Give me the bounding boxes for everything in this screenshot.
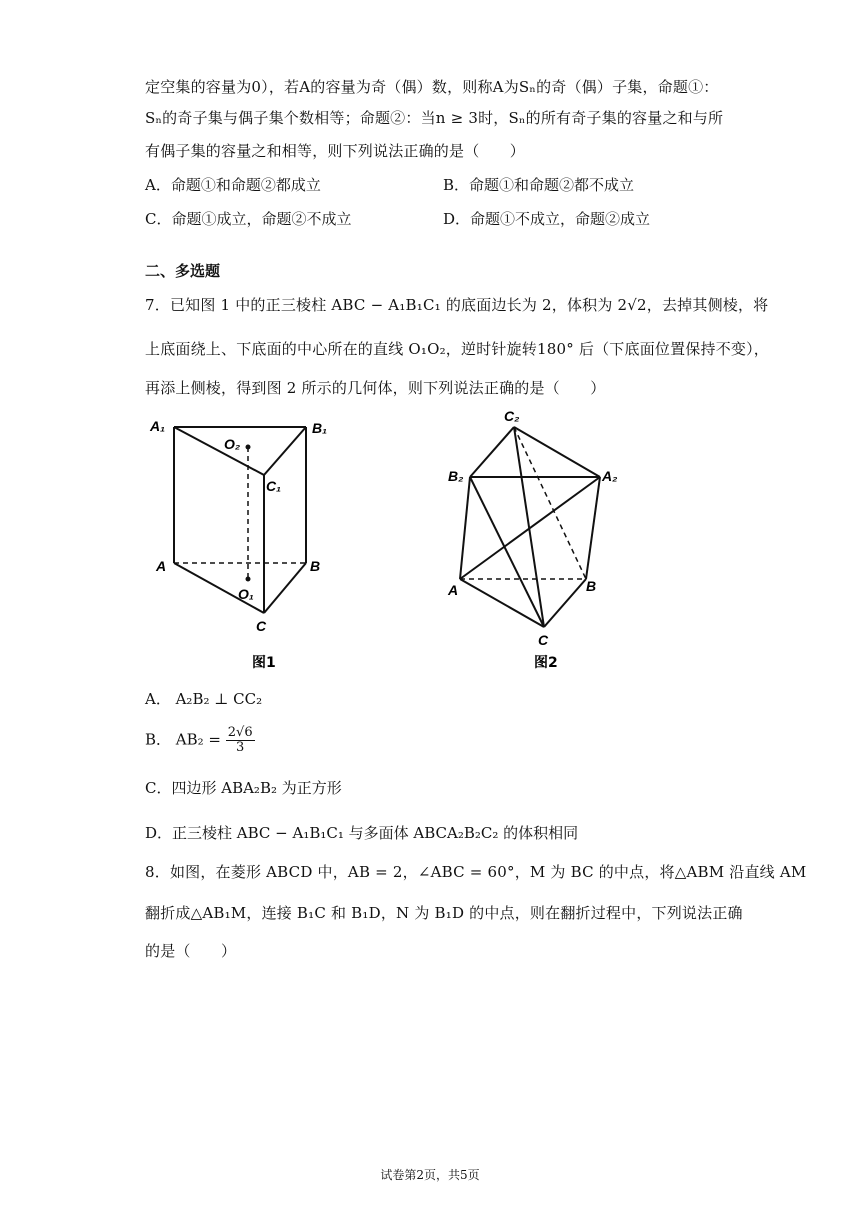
q7-text-line-3: 再添上侧棱，得到图 2 所示的几何体，则下列说法正确的是（ ） [145,379,606,397]
q7-text-line-1: 7．已知图 1 中的正三棱柱 ABC − A₁B₁C₁ 的底面边长为 2，体积为 2√2，去掉其侧棱，将 [145,296,769,314]
q7-option-b-prefix: B． AB₂ = [145,730,221,749]
fig1-label-o2: O₂ [224,436,241,452]
fig1-label-o1: O₁ [238,586,254,602]
q7-option-b [145,726,255,755]
q8-text-line-1: 8．如图，在菱形 ABCD 中，AB = 2，∠ABC = 60°，M 为 BC 的中点，将△ABM 沿直线 AM [145,863,807,881]
fig1-label-b1: B₁ [312,420,328,436]
figure-2-polyhedron [440,405,660,675]
fraction-denominator: 3 [236,740,245,755]
fig2-caption: 图2 [534,655,558,671]
q7-option-a: A． A₂B₂ ⊥ CC₂ [145,690,263,708]
q7-option-c: C．四边形 ABA₂B₂ 为正方形 [145,779,342,797]
q6-option-b: B．命题①和命题②都不成立 [443,176,635,194]
q7-text-line-2: 上底面绕上、下底面的中心所在的直线 O₁O₂，逆时针旋转180° 后（下底面位置保持不变）， [145,340,769,358]
fig1-caption: 图1 [252,655,276,671]
q6-text-line-3: 有偶子集的容量之和相等，则下列说法正确的是（ ） [145,142,526,160]
fig2-label-c: C [538,632,549,648]
fraction-numerator: 2√6 [227,725,253,740]
fig1-label-a: A [156,558,167,574]
q8-text-line-2: 翻折成△AB₁M，连接 B₁C 和 B₁D，N 为 B₁D 的中点，则在翻折过程中，下列说法正确 [145,904,743,922]
fig2-label-c2: C₂ [504,408,520,424]
fig2-label-a2: A₂ [602,468,618,484]
fig2-label-b2: B₂ [448,468,464,484]
q8-text-line-3: 的是（ ） [145,942,237,960]
section-heading: 二、多选题 [145,262,221,280]
fig1-label-b: B [310,558,321,574]
q6-option-c: C．命题①成立，命题②不成立 [145,210,352,228]
figure-1-prism [140,405,360,675]
fig1-label-c1: C₁ [266,478,282,494]
fig1-label-c: C [256,618,267,634]
q7-option-b-fraction [226,726,255,755]
q7-option-d: D．正三棱柱 ABC − A₁B₁C₁ 与多面体 ABCA₂B₂C₂ 的体积相同 [145,824,579,842]
fig1-label-a1: A₁ [150,418,166,434]
q6-option-d: D．命题①不成立，命题②成立 [443,210,651,228]
q6-option-a: A．命题①和命题②都成立 [145,176,321,194]
fig2-label-a: A [448,582,459,598]
q6-text-line-1: 定空集的容量为0），若A的容量为奇（偶）数，则称A为Sₙ的奇（偶）子集，命题①： [145,78,719,96]
q6-text-line-2: Sₙ的奇子集与偶子集个数相等；命题②：当n ≥ 3时，Sₙ的所有奇子集的容量之和与所 [145,109,724,127]
fig2-label-b: B [586,578,597,594]
page-footer: 试卷第2页，共5页 [380,1168,480,1182]
